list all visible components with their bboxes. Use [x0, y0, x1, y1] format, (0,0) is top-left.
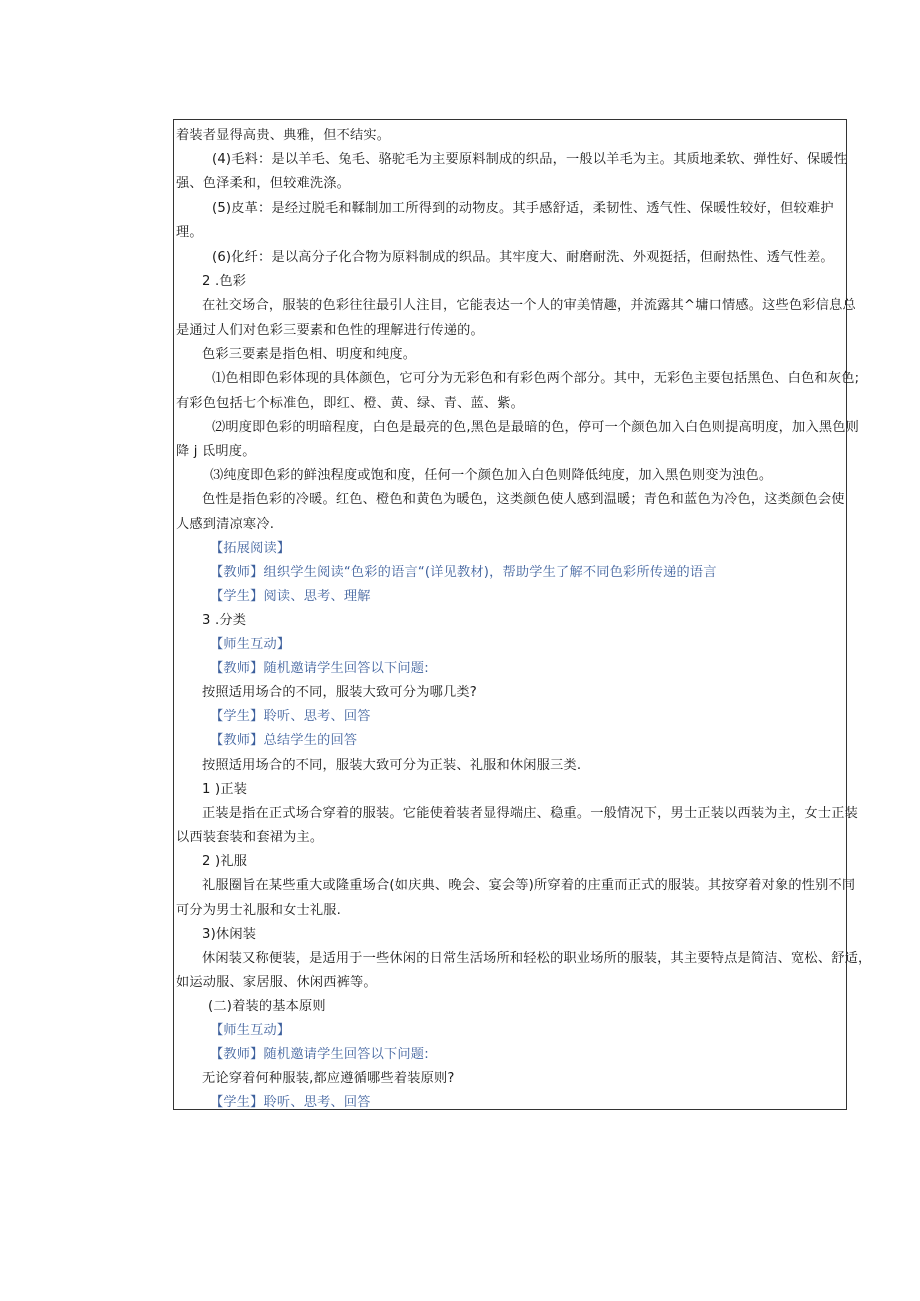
teacher-line: 【教师】随机邀请学生回答以下问题: — [210, 1047, 429, 1062]
text-line: 如运动服、家居服、休闲西裤等。 — [176, 975, 377, 990]
section-heading: 3 .分类 — [202, 613, 247, 628]
student-line: 【学生】聆听、思考、回答 — [210, 1095, 371, 1110]
text-line: ⑶纯度即色彩的鲜浊程度或饱和度，任何一个颜色加入白色则降低纯度，加入黑色则变为浊色。 — [210, 468, 773, 483]
activity-label: 【师生互动】 — [210, 1023, 291, 1038]
activity-label: 【师生互动】 — [210, 637, 291, 652]
subsection-heading: 1 )正装 — [202, 782, 248, 797]
teacher-line: 【教师】组织学生阅读“色彩的语言“(详见教材)，帮助学生了解不同色彩所传递的语言 — [210, 565, 717, 580]
text-line: 着装者显得高贵、典雅，但不结实。 — [176, 128, 391, 143]
text-line: (5)皮革：是经过脱毛和鞣制加工所得到的动物皮。其手感舒适，柔韧性、透气性、保暖性较好，但较难护 — [212, 201, 834, 216]
student-line: 【学生】阅读、思考、理解 — [210, 589, 371, 604]
text-line: 有彩色包括七个标准色，即红、橙、黄、绿、青、蓝、紫。 — [176, 396, 525, 411]
subsection-heading: 2 )礼服 — [202, 854, 248, 869]
text-line: (4)毛料：是以羊毛、兔毛、骆驼毛为主要原料制成的织品，一般以羊毛为主。其质地柔软、弹性好、保暖性 — [212, 152, 848, 167]
teacher-line: 【教师】总结学生的回答 — [210, 733, 358, 748]
teacher-line: 【教师】随机邀请学生回答以下问题: — [210, 661, 429, 676]
text-line: 可分为男士礼服和女士礼服. — [176, 903, 342, 918]
activity-label: 【拓展阅读】 — [210, 541, 291, 556]
text-line: 以西装套装和套裙为主。 — [176, 830, 324, 845]
question-line: 无论穿着何种服装,都应遵循哪些着装原则? — [202, 1071, 455, 1086]
text-line: 在社交场合，服装的色彩往往最引人注目，它能表达一个人的审美情趣，并流露其^墉口情感。这些色彩信息总 — [202, 298, 856, 313]
text-line: 人感到清凉寒冷. — [176, 517, 275, 532]
student-line: 【学生】聆听、思考、回答 — [210, 709, 371, 724]
question-line: 按照适用场合的不同，服装大致可分为哪几类? — [202, 685, 477, 700]
text-line: 色彩三要素是指色相、明度和纯度。 — [202, 347, 417, 362]
text-line: (6)化纤：是以高分子化合物为原料制成的织品。其牢度大、耐磨耐洗、外观挺括，但耐热性、透气性差。 — [212, 250, 834, 265]
text-line: 是通过人们对色彩三要素和色性的理解进行传递的。 — [176, 323, 484, 338]
section-heading: (二)着装的基本原则 — [208, 999, 326, 1014]
text-line: 理。 — [176, 225, 203, 240]
text-line: 正装是指在正式场合穿着的服装。它能使着装者显得端庄、稳重。一般情况下，男士正装以西装为主，女士正装 — [202, 806, 858, 821]
text-line: ⑵明度即色彩的明暗程度，白色是最亮的色,黑色是最暗的色，停可一个颜色加入白色则提高明度，加入黑色则 — [212, 420, 859, 435]
text-line: 按照适用场合的不同，服装大致可分为正装、礼服和休闲服三类. — [202, 758, 582, 773]
text-line: 礼服圈旨在某些重大或隆重场合(如庆典、晚会、宴会等)所穿着的庄重而正式的服装。其按穿着对象的性别不同 — [202, 878, 856, 893]
text-line: 休闲装又称便装，是适用于一些休闲的日常生活场所和轻松的职业场所的服装，其主要特点是简洁、宽松、舒适， — [202, 951, 872, 966]
text-line: 强、色泽柔和，但较难洗涤。 — [176, 176, 351, 191]
subsection-heading: 3)休闲装 — [202, 927, 257, 942]
text-line: 色性是指色彩的冷暖。红色、橙色和黄色为暖色，这类颜色使人感到温暖；青色和蓝色为冷色，这类颜色会使 — [202, 492, 845, 507]
section-heading: 2 .色彩 — [202, 274, 247, 289]
text-line: 降 j 氐明度。 — [176, 444, 256, 459]
text-line: ⑴色相即色彩体现的具体颜色，它可分为无彩色和有彩色两个部分。其中，无彩色主要包括黑色、白色和灰色; — [212, 371, 860, 386]
